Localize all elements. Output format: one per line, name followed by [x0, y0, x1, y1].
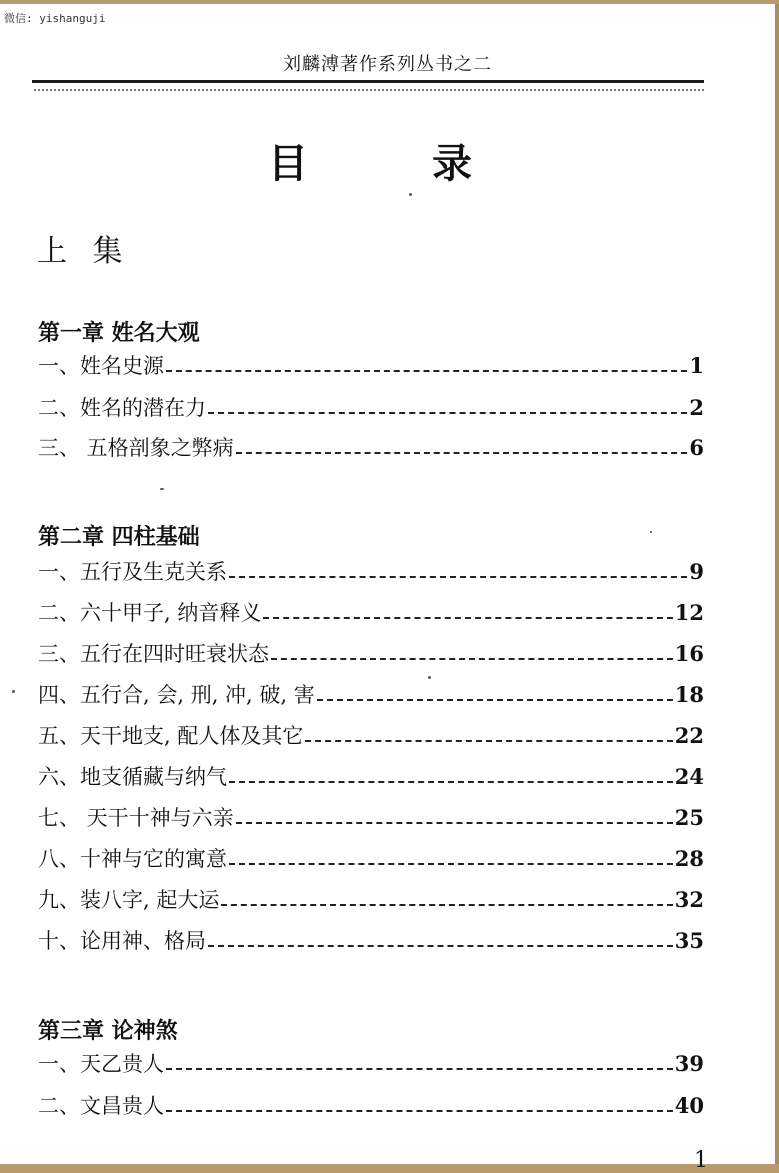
leader-line: [236, 822, 673, 824]
toc-row: [38, 1049, 704, 1079]
toc-row: [38, 680, 704, 710]
leader-line: [263, 617, 672, 619]
leader-line: [166, 370, 687, 372]
header-rule: [32, 80, 704, 83]
scan-speck: [160, 488, 164, 490]
leader-line: [229, 863, 673, 865]
leader-line: [166, 1068, 673, 1070]
toc-label: 四、五行合, 会, 刑, 冲, 破, 害: [38, 683, 315, 707]
toc-label: 三、 五格剖象之弊病: [38, 436, 234, 460]
toc-page: 28: [674, 846, 704, 871]
scan-speck: [650, 531, 652, 533]
toc-page: 32: [674, 887, 704, 912]
toc-page: 1: [689, 353, 704, 378]
leader-line: [271, 658, 673, 660]
toc-page: 25: [674, 805, 704, 830]
toc-row: [38, 926, 704, 956]
chapter-3-title: 第三章 论神煞: [38, 1018, 178, 1044]
leader-line: [229, 576, 687, 578]
toc-row: [38, 844, 704, 874]
leader-line: [236, 452, 688, 454]
toc-row: [38, 721, 704, 751]
watermark: 微信: yishanguji: [4, 12, 106, 25]
leader-line: [166, 1110, 673, 1112]
title-char-1: 目: [268, 140, 308, 187]
toc-label: 三、五行在四时旺衰状态: [38, 642, 269, 666]
page-number: 1: [694, 1148, 708, 1173]
leader-line: [208, 412, 687, 414]
volume-heading: 上 集: [37, 234, 131, 269]
toc-page: 12: [674, 600, 704, 625]
toc-row: [38, 885, 704, 915]
toc-label: 二、姓名的潜在力: [38, 396, 206, 420]
toc-row: [38, 639, 704, 669]
toc-row: [38, 557, 704, 587]
toc-row: [38, 393, 704, 423]
leader-line: [305, 740, 672, 742]
toc-row: [38, 351, 704, 381]
toc-label: 八、十神与它的寓意: [38, 847, 227, 871]
toc-page: 40: [674, 1093, 704, 1118]
header-rule-dotted: [34, 89, 704, 91]
toc-label: 一、天乙贵人: [38, 1052, 164, 1076]
toc-label: 六、地支循藏与纳气: [38, 765, 227, 789]
leader-line: [221, 904, 672, 906]
toc-page: 35: [674, 928, 704, 953]
leader-line: [208, 945, 673, 947]
scan-speck: [12, 690, 15, 693]
chapter-2-title: 第二章 四柱基础: [38, 524, 200, 550]
toc-page: 16: [674, 641, 704, 666]
title-char-2: 录: [432, 140, 472, 187]
toc-label: 二、文昌贵人: [38, 1094, 164, 1118]
toc-row: [38, 598, 704, 628]
toc-page: 18: [674, 682, 704, 707]
toc-page: 24: [674, 764, 704, 789]
toc-page: 39: [674, 1051, 704, 1076]
book-page: [0, 4, 779, 1173]
toc-label: 一、五行及生克关系: [38, 560, 227, 584]
toc-label: 二、六十甲子, 纳音释义: [38, 601, 262, 625]
scan-speck: [409, 193, 412, 196]
toc-label: 十、论用神、格局: [38, 929, 206, 953]
toc-page: 9: [689, 559, 704, 584]
toc-label: 七、 天干十神与六亲: [38, 806, 234, 830]
toc-row: [38, 803, 704, 833]
toc-label: 九、装八字, 起大运: [38, 888, 220, 912]
toc-page: 2: [689, 395, 704, 420]
toc-page: 6: [689, 435, 704, 460]
scan-speck: [428, 676, 431, 679]
leader-line: [229, 781, 673, 783]
toc-label: 一、姓名史源: [38, 354, 164, 378]
series-header: 刘麟溥著作系列丛书之二: [283, 54, 492, 75]
toc-row: [38, 1091, 704, 1121]
toc-label: 五、天干地支, 配人体及其它: [38, 724, 304, 748]
chapter-1-title: 第一章 姓名大观: [38, 320, 200, 346]
toc-row: [38, 433, 704, 463]
toc-page: 22: [674, 723, 704, 748]
toc-row: [38, 762, 704, 792]
leader-line: [317, 699, 673, 701]
